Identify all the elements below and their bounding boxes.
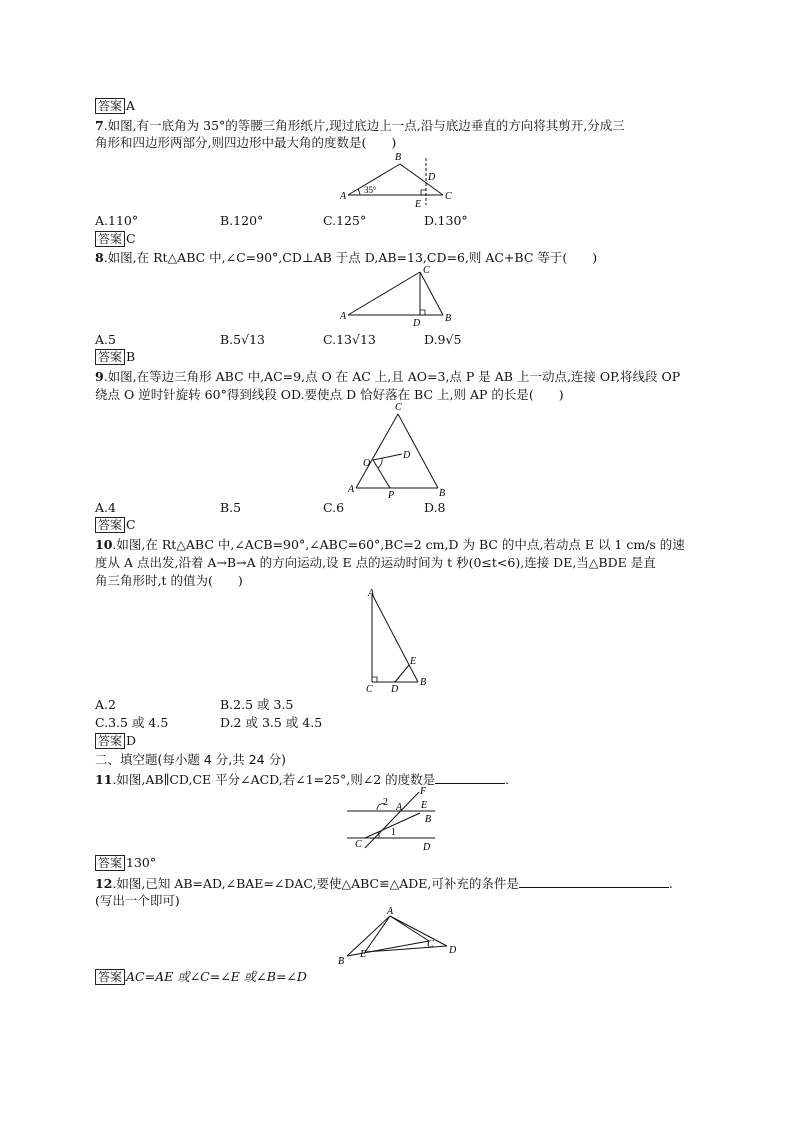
answer-label: 答案 bbox=[95, 98, 125, 114]
question-text: .如图,AB∥CD,CE 平分∠ACD,若∠1=25°,则∠2 的度数是 bbox=[112, 772, 436, 787]
q8-option-a: A.5 bbox=[95, 332, 116, 347]
figure-q9 bbox=[340, 400, 460, 500]
label-angle: 35° bbox=[364, 185, 377, 195]
label-e: E bbox=[410, 656, 417, 667]
answer-9 bbox=[95, 517, 136, 533]
label-b: B bbox=[445, 313, 452, 324]
answer-11 bbox=[95, 855, 156, 871]
label-d: D bbox=[413, 318, 421, 329]
question-7-line-2: 角形和四边形两部分,则四边形中最大角的度数是( ) bbox=[95, 135, 397, 150]
q9-option-c: C.6 bbox=[323, 500, 345, 515]
label-d: D bbox=[428, 172, 436, 183]
label-d: D bbox=[403, 450, 411, 461]
answer-value: AC=AE 或∠C=∠E 或∠B=∠D bbox=[126, 969, 307, 984]
answer-label: 答案 bbox=[95, 349, 125, 365]
label-angle-2: 2 bbox=[383, 797, 388, 808]
label-p: P bbox=[388, 490, 395, 501]
question-11-line-1: 11.如图,AB∥CD,CE 平分∠ACD,若∠1=25°,则∠2 的度数是 . bbox=[95, 772, 510, 787]
question-10-line-3: 角三角形时,t 的值为( ) bbox=[95, 573, 243, 588]
question-10-line-1 bbox=[95, 537, 685, 553]
answer-value: C bbox=[126, 517, 136, 532]
figure-q10 bbox=[360, 586, 440, 696]
label-e: E bbox=[360, 949, 367, 960]
q10-option-d: D.2 或 3.5 或 4.5 bbox=[220, 715, 323, 730]
answer-value: B bbox=[126, 349, 136, 364]
q10-option-a: A.2 bbox=[95, 697, 116, 712]
answer-12 bbox=[95, 969, 307, 985]
label-a: A bbox=[396, 802, 403, 813]
q9-option-d: D.8 bbox=[424, 500, 446, 515]
segment-od bbox=[373, 454, 402, 460]
question-12-line-1: 12.如图,已知 AB=AD,∠BAE=∠DAC,要使△ABC≌△ADE,可补充的条件是 . bbox=[95, 876, 673, 891]
question-number: 7 bbox=[95, 118, 104, 133]
answer-label: 答案 bbox=[95, 231, 125, 247]
question-text: .如图,在等边三角形 ABC 中,AC=9,点 O 在 AC 上,且 AO=3,点 P 是 AB 上一动点,连接 OP,将线段 OP bbox=[103, 369, 681, 384]
segment-ed bbox=[365, 946, 447, 952]
label-c: C bbox=[427, 939, 434, 950]
figure-q12 bbox=[335, 906, 460, 968]
section-heading: 二、填空题(每小题 4 分,共 24 分) bbox=[95, 752, 286, 767]
answer-6 bbox=[95, 98, 135, 114]
angle-arc bbox=[358, 189, 360, 195]
question-7-line-1 bbox=[95, 118, 625, 134]
question-text: .如图,有一底角为 35°的等腰三角形纸片,现过底边上一点,沿与底边垂直的方向将其剪开,分成三 bbox=[103, 118, 625, 133]
line-cf bbox=[365, 792, 419, 848]
question-text: .如图,在 Rt△ABC 中,∠C=90°,CD⊥AB 于点 D,AB=13,CD=6,则 AC+BC 等于( ) bbox=[103, 250, 598, 265]
question-text: .如图,在 Rt△ABC 中,∠ACB=90°,∠ABC=60°,BC=2 cm,D 为 BC 的中点,若动点 E 以 1 cm/s 的速 bbox=[112, 537, 685, 552]
segment-ac bbox=[356, 414, 398, 488]
label-a: A bbox=[368, 588, 375, 599]
question-number: 12 bbox=[95, 876, 113, 891]
rotation-arrow bbox=[378, 458, 382, 468]
question-number: 8 bbox=[95, 250, 104, 265]
label-c: C bbox=[395, 402, 402, 413]
q7-option-d: D.130° bbox=[424, 213, 468, 228]
question-number: 11 bbox=[95, 772, 113, 787]
label-b: B bbox=[425, 814, 432, 825]
figure-q8 bbox=[340, 264, 460, 329]
label-b: B bbox=[420, 677, 427, 688]
right-angle-mark bbox=[421, 190, 426, 195]
label-a: A bbox=[340, 311, 347, 322]
label-d: D bbox=[391, 684, 399, 695]
answer-10 bbox=[95, 733, 136, 749]
q7-option-a: A.110° bbox=[95, 213, 139, 228]
answer-8 bbox=[95, 349, 135, 365]
question-9-line-2: 绕点 O 逆时针旋转 60°得到线段 OD.要使点 D 恰好落在 BC 上,则 AP 的长是( ) bbox=[95, 387, 564, 402]
figure-q7 bbox=[340, 150, 460, 210]
figure-q11 bbox=[345, 786, 445, 854]
label-d: D bbox=[449, 945, 457, 956]
q10-option-b: B.2.5 或 3.5 bbox=[220, 697, 294, 712]
answer-blank bbox=[519, 875, 669, 888]
label-b: B bbox=[338, 956, 345, 967]
question-number: 9 bbox=[95, 369, 104, 384]
right-angle-mark bbox=[372, 677, 377, 682]
answer-value: A bbox=[126, 98, 136, 113]
segment-cb bbox=[420, 272, 443, 315]
q8-option-c: C.13√13 bbox=[323, 332, 376, 347]
answer-value: 130° bbox=[126, 855, 157, 870]
question-9-line-1 bbox=[95, 369, 680, 385]
label-c: C bbox=[445, 191, 452, 202]
segment-ae bbox=[365, 916, 390, 952]
question-10-line-2: 度从 A 点出发,沿着 A→B→A 的方向运动,设 E 点的运动时间为 t 秒(0≤t<6),连接 DE,当△BDE 是直 bbox=[95, 555, 656, 570]
question-number: 10 bbox=[95, 537, 113, 552]
right-angle-mark bbox=[420, 310, 425, 315]
label-e: E bbox=[421, 800, 428, 811]
answer-label: 答案 bbox=[95, 855, 125, 871]
answer-label: 答案 bbox=[95, 969, 125, 985]
segment-ab bbox=[372, 594, 418, 682]
segment-ac bbox=[390, 916, 429, 941]
question-text: .如图,已知 AB=AD,∠BAE=∠DAC,要使△ABC≌△ADE,可补充的条件是 bbox=[112, 876, 519, 891]
label-e: E bbox=[415, 199, 422, 210]
q9-option-b: B.5 bbox=[220, 500, 242, 515]
q7-option-b: B.120° bbox=[220, 213, 264, 228]
label-a: A bbox=[340, 191, 347, 202]
label-c: C bbox=[366, 684, 373, 695]
label-d: D bbox=[423, 842, 431, 853]
label-b: B bbox=[395, 152, 402, 163]
label-a: A bbox=[348, 484, 355, 495]
label-angle-1: 1 bbox=[391, 827, 396, 838]
answer-7 bbox=[95, 231, 136, 247]
segment-ad bbox=[390, 916, 447, 946]
q9-option-a: A.4 bbox=[95, 500, 116, 515]
question-12-line-2: (写出一个即可) bbox=[95, 893, 180, 908]
q8-option-d: D.9√5 bbox=[424, 332, 462, 347]
label-o: O bbox=[363, 458, 371, 469]
label-c: C bbox=[355, 839, 362, 850]
q7-option-c: C.125° bbox=[323, 213, 367, 228]
segment-de bbox=[395, 665, 409, 682]
answer-value: C bbox=[126, 231, 136, 246]
answer-blank bbox=[435, 771, 505, 784]
answer-label: 答案 bbox=[95, 733, 125, 749]
label-b: B bbox=[439, 488, 446, 499]
label-a: A bbox=[387, 906, 394, 917]
answer-value: D bbox=[126, 733, 137, 748]
segment-ac bbox=[348, 272, 420, 315]
label-f: F bbox=[420, 786, 427, 797]
label-c: C bbox=[423, 265, 430, 276]
segment-ab bbox=[347, 916, 390, 956]
answer-label: 答案 bbox=[95, 517, 125, 533]
q10-option-c: C.3.5 或 4.5 bbox=[95, 715, 169, 730]
q8-option-b: B.5√13 bbox=[220, 332, 265, 347]
